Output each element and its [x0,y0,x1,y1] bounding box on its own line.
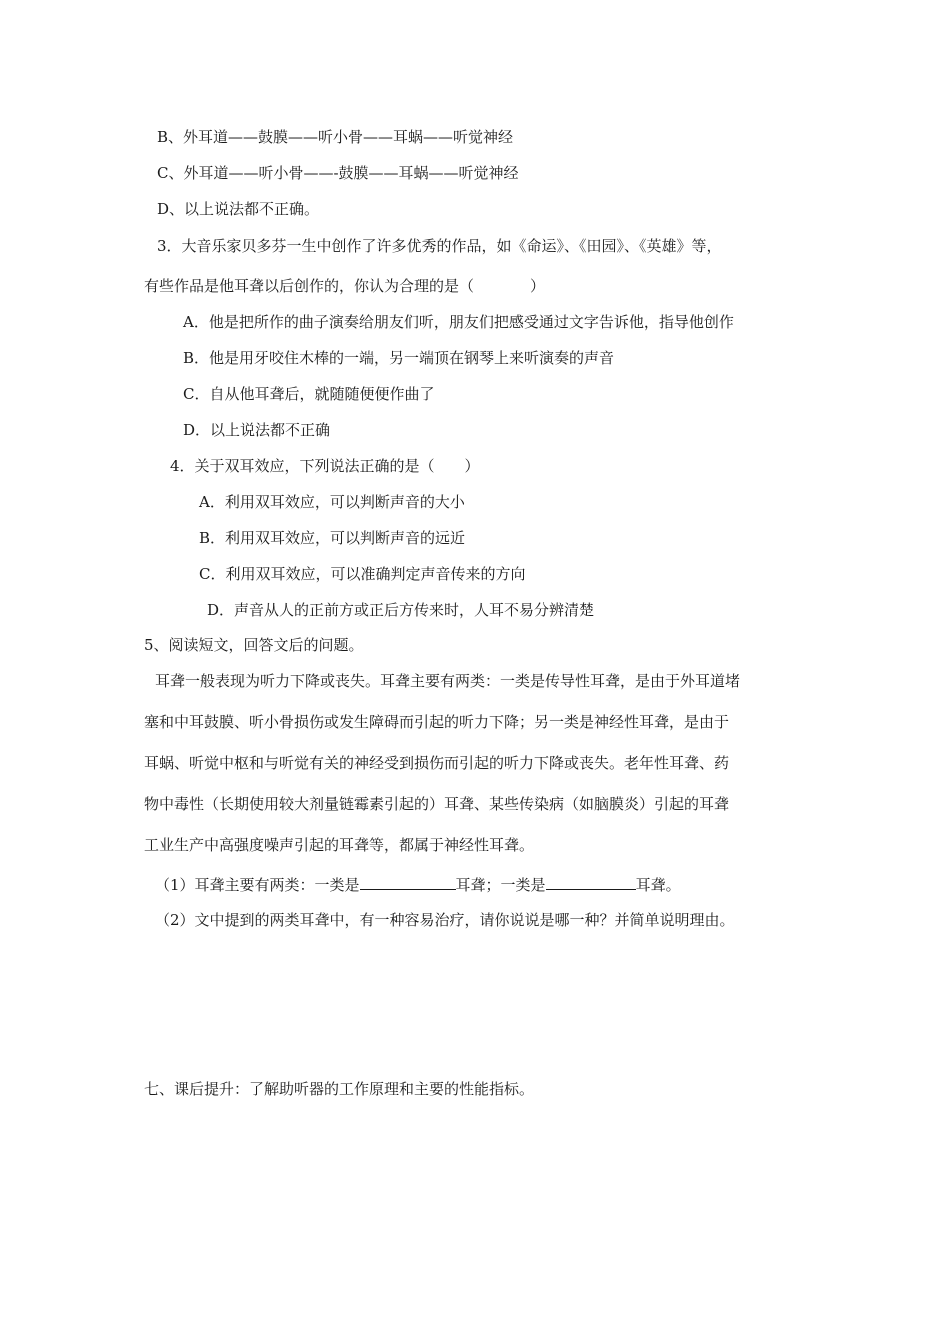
q4-option-d: D．声音从人的正前方或正后方传来时，人耳不易分辨清楚 [207,601,595,619]
section-7-heading: 七、课后提升：了解助听器的工作原理和主要的性能指标。 [144,1080,535,1098]
q4-option-c: C．利用双耳效应，可以准确判定声音传来的方向 [199,565,526,583]
q4-option-b: B．利用双耳效应，可以判断声音的远近 [199,529,466,547]
answer-blank-1[interactable] [360,874,456,890]
q4-stem-text: 4．关于双耳效应，下列说法正确的是（ [170,457,435,475]
q4-stem-paren-close: ） [464,457,480,475]
q3-stem-line1: 3．大音乐家贝多芬一生中创作了许多优秀的作品，如《命运》、《田园》、《英雄》等， [157,237,722,255]
q4-stem [170,456,480,476]
q3-option-d: D．以上说法都不正确 [183,421,331,439]
q5-sub1-text-c: 耳聋。 [635,876,681,894]
q5-sub1-text-b: 耳聋；一类是 [455,876,546,894]
q5-passage-line3: 耳蜗、听觉中枢和与听觉有关的神经受到损伤而引起的听力下降或丧失。老年性耳聋、药 [144,754,730,772]
q5-sub1-text-a: （1）耳聋主要有两类：一类是 [155,876,360,894]
answer-blank-2[interactable] [546,874,636,890]
q3-stem-text: 有些作品是他耳聋以后创作的，你认为合理的是（ [144,277,475,295]
q3-option-c: C．自从他耳聋后，就随随便便作曲了 [183,385,435,403]
q5-sub1 [155,874,681,895]
q5-passage-line2: 塞和中耳鼓膜、听小骨损伤或发生障碍而引起的听力下降；另一类是神经性耳聋，是由于 [144,713,730,731]
q5-sub2: （2）文中提到的两类耳聋中，有一种容易治疗，请你说说是哪一种？并简单说明理由。 [155,911,735,929]
q3-stem-paren-close: ） [530,277,546,295]
q5-passage-line1: 耳聋一般表现为听力下降或丧失。耳聋主要有两类：一类是传导性耳聋，是由于外耳道堵 [155,672,741,690]
q2-option-c: C、外耳道——听小骨——-鼓膜——耳蜗——听觉神经 [157,164,519,182]
q3-option-a: A．他是把所作的曲子演奏给朋友们听，朋友们把感受通过文字告诉他，指导他创作 [183,313,734,331]
q5-passage-line4: 物中毒性（长期使用较大剂量链霉素引起的）耳聋、某些传染病（如脑膜炎）引起的耳聋 [144,795,730,813]
q5-passage-line5: 工业生产中高强度噪声引起的耳聋等，都属于神经性耳聋。 [144,836,535,854]
q3-stem-line2 [144,276,545,296]
q2-option-b: B、外耳道——鼓膜——听小骨——耳蜗——听觉神经 [157,128,514,146]
q4-option-a: A．利用双耳效应，可以判断声音的大小 [199,493,465,511]
q5-title: 5、阅读短文，回答文后的问题。 [144,636,364,654]
q2-option-d: D、以上说法都不正确。 [157,200,320,218]
q3-option-b: B．他是用牙咬住木棒的一端，另一端顶在钢琴上来听演奏的声音 [183,349,615,367]
